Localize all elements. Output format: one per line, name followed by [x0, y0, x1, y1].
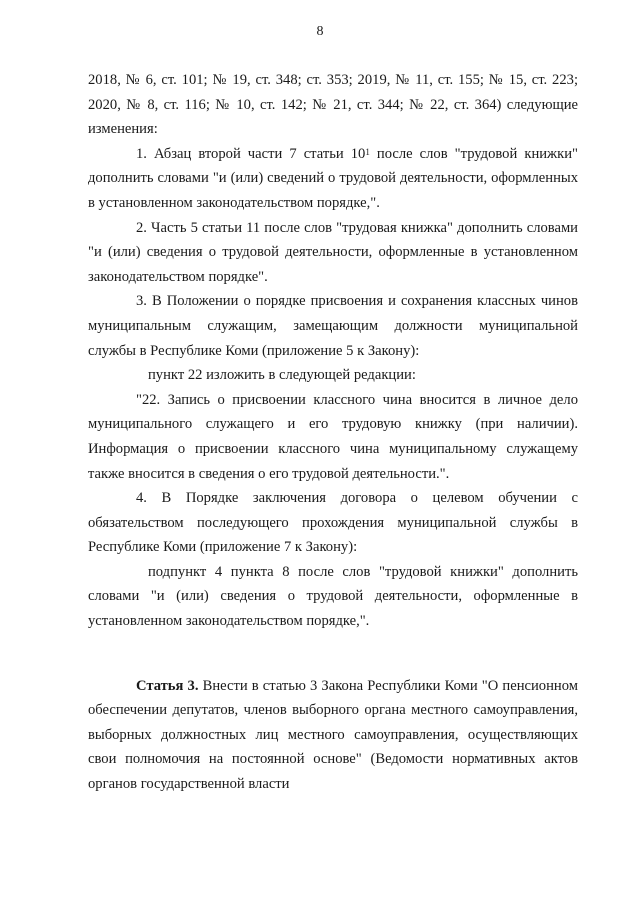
item-1-superscript: 1 [365, 146, 370, 157]
article-text: Внести в статью 3 Закона Республики Коми "О пенсионном обеспечении депутатов, членов выборного органа местного самоуправления, выборных должностных лиц местного самоуправления, осуществляющих свои полномочия на постоянной основе" (Ведомости нормативных актов органов государственной власти [88, 677, 578, 793]
paragraph-item-4-subpoint: подпункт 4 пункта 8 после слов "трудовой книжки" дополнить словами "и (или) сведения о трудовой деятельности, оформленные в установленном законодательством порядке,". [88, 563, 578, 630]
paragraph-quote-22: "22. Запись о присвоении классного чина вносится в личное дело муниципального служащего и его трудовую книжку (при наличии). Информация о присвоении классного чина муниципальному служащему также вносится в сведения о его трудовой деятельности.". [88, 391, 578, 482]
document-body [88, 68, 578, 797]
paragraph-intro: 2018, № 6, ст. 101; № 19, ст. 348; ст. 353; 2019, № 11, ст. 155; № 15, ст. 223; 2020, № 8, ст. 116; № 10, ст. 142; № 21, ст. 344; № 22, ст. 364) следующие изменения: [88, 72, 578, 138]
paragraph-item-1 [88, 142, 578, 216]
paragraph-item-4: 4. В Порядке заключения договора о целевом обучении с обязательством последующего прохождения муниципальной службы в Республике Коми (приложение 7 к Закону): [88, 490, 578, 556]
section-gap [88, 634, 578, 674]
page-number: 8 [316, 24, 324, 39]
item-1-text-before: 1. Абзац второй части 7 статьи 10 [136, 145, 366, 162]
paragraph-item-3: 3. В Положении о порядке присвоения и сохранения классных чинов муниципальным служащим, замещающим должности муниципальной службы в Республике Коми (приложение 5 к Закону): [88, 293, 578, 359]
article-label: Статья 3. [136, 677, 199, 694]
paragraph-article-3 [88, 674, 578, 797]
paragraph-item-2: 2. Часть 5 статьи 11 после слов "трудовая книжка" дополнить словами "и (или) сведения о трудовой деятельности, оформленные в установленном законодательством порядке". [88, 219, 578, 285]
paragraph-item-3-point: пункт 22 изложить в следующей редакции: [148, 367, 416, 384]
item-1-text-after: после слов "трудовой книжки" дополнить словами "и (или) сведений о трудовой деятельности, оформленных в установленном законодательством порядке,". [88, 145, 579, 211]
